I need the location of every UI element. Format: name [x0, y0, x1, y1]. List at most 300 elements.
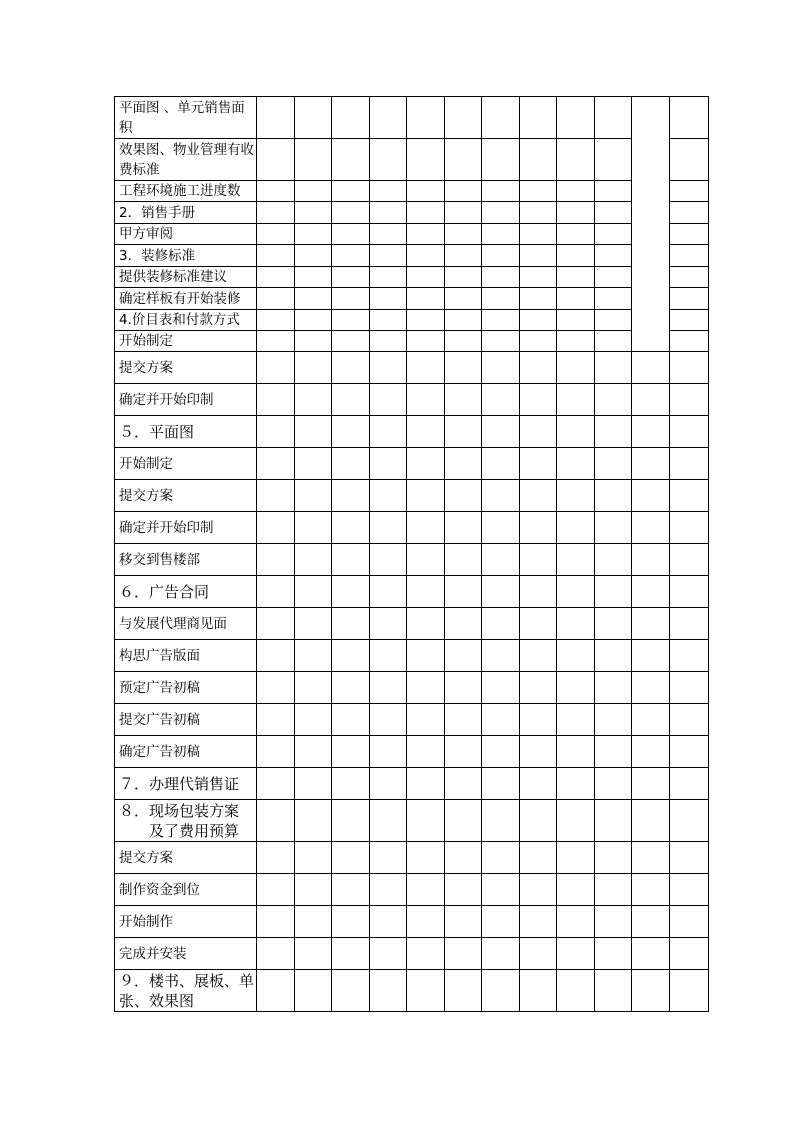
task-label: 提交方案 — [115, 352, 257, 384]
schedule-cell — [670, 224, 709, 245]
schedule-cell — [595, 181, 632, 202]
schedule-cell — [445, 672, 482, 704]
schedule-cell — [595, 288, 632, 310]
schedule-cell — [670, 181, 709, 202]
schedule-cell — [257, 768, 295, 800]
schedule-cell — [557, 970, 595, 1012]
schedule-cell — [445, 352, 482, 384]
schedule-cell — [595, 267, 632, 288]
schedule-cell — [595, 544, 632, 576]
schedule-cell — [295, 704, 332, 736]
schedule-cell — [370, 704, 407, 736]
task-label: 确定并开始印制 — [115, 512, 257, 544]
schedule-cell — [595, 576, 632, 608]
schedule-cell — [557, 139, 595, 181]
schedule-cell — [632, 416, 670, 448]
schedule-cell — [407, 970, 445, 1012]
schedule-cell — [257, 576, 295, 608]
schedule-cell — [332, 672, 370, 704]
schedule-cell — [482, 842, 520, 874]
schedule-cell — [632, 576, 670, 608]
schedule-cell — [670, 800, 709, 842]
schedule-cell — [445, 768, 482, 800]
schedule-cell — [295, 906, 332, 938]
task-label: 4.价目表和付款方式 — [115, 310, 257, 331]
table-row — [115, 310, 709, 331]
schedule-cell — [295, 608, 332, 640]
schedule-cell — [482, 608, 520, 640]
schedule-cell — [332, 267, 370, 288]
schedule-cell — [595, 245, 632, 267]
schedule-cell — [257, 640, 295, 672]
schedule-cell — [445, 310, 482, 331]
schedule-cell — [482, 97, 520, 139]
schedule-cell — [332, 448, 370, 480]
schedule-cell — [407, 672, 445, 704]
table-row — [115, 181, 709, 202]
schedule-cell — [370, 331, 407, 352]
schedule-cell — [632, 512, 670, 544]
task-label: 开始制作 — [115, 906, 257, 938]
schedule-cell — [632, 608, 670, 640]
schedule-cell — [295, 544, 332, 576]
schedule-cell — [595, 310, 632, 331]
schedule-cell — [257, 139, 295, 181]
schedule-cell — [557, 672, 595, 704]
schedule-cell — [595, 800, 632, 842]
schedule-cell — [670, 448, 709, 480]
schedule-cell — [482, 768, 520, 800]
schedule-cell — [370, 97, 407, 139]
schedule-cell — [595, 202, 632, 224]
schedule-cell — [595, 874, 632, 906]
schedule-cell — [332, 704, 370, 736]
schedule-cell — [557, 800, 595, 842]
schedule-cell — [520, 448, 557, 480]
schedule-cell — [557, 384, 595, 416]
schedule-table — [114, 96, 709, 1012]
schedule-cell — [595, 970, 632, 1012]
schedule-cell — [670, 384, 709, 416]
schedule-cell — [520, 576, 557, 608]
schedule-cell — [407, 245, 445, 267]
task-label: 3．装修标准 — [115, 245, 257, 267]
schedule-cell — [482, 416, 520, 448]
schedule-cell — [482, 384, 520, 416]
schedule-cell — [595, 736, 632, 768]
schedule-cell — [445, 970, 482, 1012]
schedule-cell — [632, 736, 670, 768]
schedule-cell — [295, 970, 332, 1012]
schedule-cell — [407, 139, 445, 181]
schedule-cell — [595, 331, 632, 352]
schedule-cell — [445, 938, 482, 970]
schedule-cell — [445, 842, 482, 874]
schedule-cell — [370, 576, 407, 608]
schedule-cell — [595, 672, 632, 704]
schedule-cell — [520, 384, 557, 416]
schedule-cell — [520, 544, 557, 576]
schedule-cell — [482, 970, 520, 1012]
schedule-cell — [295, 331, 332, 352]
schedule-cell — [520, 800, 557, 842]
schedule-cell — [445, 384, 482, 416]
schedule-cell — [595, 416, 632, 448]
schedule-cell — [670, 970, 709, 1012]
schedule-cell — [370, 310, 407, 331]
schedule-cell — [370, 842, 407, 874]
schedule-cell — [370, 267, 407, 288]
schedule-cell — [257, 181, 295, 202]
schedule-cell — [257, 736, 295, 768]
schedule-cell — [295, 448, 332, 480]
schedule-cell — [332, 416, 370, 448]
schedule-cell — [445, 640, 482, 672]
schedule-cell — [332, 800, 370, 842]
schedule-cell — [670, 640, 709, 672]
schedule-cell — [407, 736, 445, 768]
schedule-cell — [670, 704, 709, 736]
schedule-cell — [257, 842, 295, 874]
schedule-cell — [482, 874, 520, 906]
schedule-cell — [482, 544, 520, 576]
schedule-cell — [332, 352, 370, 384]
schedule-cell — [632, 906, 670, 938]
schedule-cell — [445, 480, 482, 512]
schedule-cell — [407, 938, 445, 970]
task-label: 提供装修标准建议 — [115, 267, 257, 288]
schedule-cell — [257, 608, 295, 640]
schedule-cell — [482, 640, 520, 672]
schedule-cell — [257, 448, 295, 480]
schedule-cell — [332, 480, 370, 512]
table-row — [115, 512, 709, 544]
schedule-cell — [370, 512, 407, 544]
schedule-cell — [332, 224, 370, 245]
schedule-cell — [445, 267, 482, 288]
schedule-cell — [407, 181, 445, 202]
schedule-cell — [295, 576, 332, 608]
schedule-cell — [295, 224, 332, 245]
schedule-cell — [557, 544, 595, 576]
task-label: 预定广告初稿 — [115, 672, 257, 704]
schedule-cell — [482, 352, 520, 384]
schedule-cell — [332, 576, 370, 608]
schedule-cell — [370, 480, 407, 512]
schedule-cell — [670, 202, 709, 224]
schedule-cell — [520, 672, 557, 704]
schedule-cell — [670, 874, 709, 906]
schedule-cell — [257, 245, 295, 267]
schedule-cell — [445, 181, 482, 202]
schedule-cell — [445, 224, 482, 245]
schedule-cell — [520, 874, 557, 906]
schedule-cell — [557, 352, 595, 384]
schedule-cell — [557, 97, 595, 139]
schedule-cell — [557, 608, 595, 640]
schedule-cell — [520, 906, 557, 938]
schedule-cell — [332, 842, 370, 874]
schedule-cell — [482, 576, 520, 608]
schedule-cell — [257, 288, 295, 310]
schedule-cell — [482, 906, 520, 938]
schedule-cell — [257, 480, 295, 512]
schedule-cell — [257, 331, 295, 352]
schedule-cell — [632, 384, 670, 416]
task-label: 2．销售手册 — [115, 202, 257, 224]
schedule-cell — [332, 139, 370, 181]
table-row — [115, 800, 709, 842]
schedule-cell — [370, 768, 407, 800]
table-row — [115, 288, 709, 310]
schedule-cell — [595, 608, 632, 640]
task-label: 与发展代理商见面 — [115, 608, 257, 640]
schedule-cell — [332, 202, 370, 224]
task-label: 完成并安装 — [115, 938, 257, 970]
table-row — [115, 842, 709, 874]
schedule-body — [115, 97, 709, 1012]
schedule-cell — [557, 245, 595, 267]
schedule-cell — [370, 874, 407, 906]
task-label: 提交方案 — [115, 842, 257, 874]
schedule-cell — [407, 352, 445, 384]
schedule-cell — [482, 448, 520, 480]
schedule-cell — [295, 800, 332, 842]
schedule-cell — [520, 842, 557, 874]
task-label: 提交方案 — [115, 480, 257, 512]
schedule-cell — [595, 448, 632, 480]
schedule-cell — [670, 139, 709, 181]
schedule-cell — [295, 768, 332, 800]
schedule-cell — [407, 267, 445, 288]
schedule-cell — [557, 842, 595, 874]
table-row — [115, 938, 709, 970]
schedule-cell — [670, 267, 709, 288]
schedule-cell — [370, 736, 407, 768]
table-row — [115, 640, 709, 672]
schedule-cell — [257, 202, 295, 224]
schedule-cell — [370, 288, 407, 310]
schedule-cell — [257, 970, 295, 1012]
schedule-cell — [332, 331, 370, 352]
schedule-cell — [520, 608, 557, 640]
table-row — [115, 224, 709, 245]
schedule-cell — [482, 480, 520, 512]
table-row — [115, 672, 709, 704]
schedule-cell — [257, 906, 295, 938]
schedule-cell — [557, 768, 595, 800]
schedule-cell — [670, 938, 709, 970]
table-row — [115, 874, 709, 906]
schedule-cell — [370, 800, 407, 842]
schedule-cell — [520, 245, 557, 267]
schedule-cell — [370, 672, 407, 704]
schedule-cell — [332, 544, 370, 576]
schedule-cell — [595, 384, 632, 416]
schedule-cell — [632, 640, 670, 672]
task-label: 平面图 、单元销售面积 — [115, 97, 257, 139]
schedule-cell — [332, 384, 370, 416]
schedule-cell — [632, 970, 670, 1012]
schedule-cell — [407, 842, 445, 874]
schedule-cell — [332, 310, 370, 331]
schedule-cell — [670, 842, 709, 874]
schedule-cell — [370, 181, 407, 202]
schedule-cell — [332, 181, 370, 202]
schedule-cell — [595, 704, 632, 736]
schedule-cell — [407, 384, 445, 416]
schedule-cell — [445, 245, 482, 267]
schedule-cell — [670, 544, 709, 576]
schedule-cell — [445, 139, 482, 181]
schedule-cell — [370, 544, 407, 576]
schedule-cell — [595, 97, 632, 139]
schedule-cell — [670, 331, 709, 352]
table-row — [115, 768, 709, 800]
schedule-cell — [670, 416, 709, 448]
schedule-cell — [520, 970, 557, 1012]
schedule-cell — [332, 874, 370, 906]
schedule-cell — [595, 906, 632, 938]
schedule-cell — [332, 640, 370, 672]
schedule-cell — [332, 736, 370, 768]
task-label: 确定并开始印制 — [115, 384, 257, 416]
schedule-cell — [445, 448, 482, 480]
schedule-cell — [520, 736, 557, 768]
schedule-cell — [295, 416, 332, 448]
schedule-cell — [445, 874, 482, 906]
schedule-cell — [295, 512, 332, 544]
schedule-cell — [407, 448, 445, 480]
schedule-cell — [295, 842, 332, 874]
schedule-cell — [595, 224, 632, 245]
task-label: 开始制定 — [115, 331, 257, 352]
task-label: ７．办理代销售证 — [115, 768, 257, 800]
schedule-cell — [407, 512, 445, 544]
schedule-cell — [445, 416, 482, 448]
schedule-cell — [595, 842, 632, 874]
schedule-cell — [295, 245, 332, 267]
schedule-cell — [295, 938, 332, 970]
schedule-cell — [482, 938, 520, 970]
schedule-cell — [295, 480, 332, 512]
task-label: 制作资金到位 — [115, 874, 257, 906]
schedule-cell — [670, 736, 709, 768]
schedule-cell — [407, 906, 445, 938]
schedule-cell — [370, 352, 407, 384]
schedule-cell — [295, 139, 332, 181]
table-row — [115, 245, 709, 267]
schedule-cell — [295, 288, 332, 310]
schedule-cell — [557, 202, 595, 224]
schedule-cell — [370, 608, 407, 640]
schedule-cell — [407, 576, 445, 608]
schedule-cell — [445, 512, 482, 544]
schedule-cell — [632, 352, 670, 384]
schedule-cell — [295, 181, 332, 202]
schedule-cell — [370, 938, 407, 970]
schedule-cell — [407, 768, 445, 800]
schedule-cell — [557, 640, 595, 672]
schedule-cell — [407, 202, 445, 224]
schedule-cell — [632, 480, 670, 512]
schedule-cell — [595, 938, 632, 970]
schedule-cell — [257, 267, 295, 288]
schedule-cell — [295, 384, 332, 416]
schedule-cell — [332, 288, 370, 310]
schedule-cell — [595, 480, 632, 512]
task-label: 提交广告初稿 — [115, 704, 257, 736]
schedule-cell — [370, 202, 407, 224]
task-label: ９．楼书、展板、单张、效果图 — [115, 970, 257, 1012]
schedule-cell — [370, 970, 407, 1012]
schedule-cell — [295, 97, 332, 139]
schedule-cell — [407, 640, 445, 672]
schedule-cell — [482, 288, 520, 310]
schedule-cell — [520, 202, 557, 224]
schedule-cell — [632, 672, 670, 704]
schedule-cell — [520, 97, 557, 139]
schedule-cell — [407, 704, 445, 736]
schedule-cell — [557, 416, 595, 448]
task-label: ５．平面图 — [115, 416, 257, 448]
schedule-cell — [257, 224, 295, 245]
schedule-cell — [370, 139, 407, 181]
task-label: 效果图、物业管理有收费标准 — [115, 139, 257, 181]
schedule-cell — [407, 874, 445, 906]
schedule-cell — [595, 640, 632, 672]
schedule-cell — [370, 640, 407, 672]
schedule-cell — [370, 416, 407, 448]
schedule-cell — [257, 938, 295, 970]
table-row — [115, 352, 709, 384]
schedule-cell — [670, 97, 709, 139]
schedule-cell — [445, 576, 482, 608]
schedule-cell — [482, 224, 520, 245]
schedule-cell — [407, 310, 445, 331]
schedule-cell — [407, 331, 445, 352]
schedule-cell — [407, 288, 445, 310]
table-row — [115, 331, 709, 352]
schedule-cell — [520, 704, 557, 736]
schedule-cell — [445, 906, 482, 938]
schedule-cell — [407, 544, 445, 576]
schedule-cell — [632, 704, 670, 736]
schedule-cell — [407, 480, 445, 512]
schedule-cell — [557, 331, 595, 352]
schedule-cell — [557, 224, 595, 245]
schedule-cell — [670, 576, 709, 608]
schedule-cell — [595, 768, 632, 800]
schedule-cell — [370, 906, 407, 938]
schedule-cell — [632, 842, 670, 874]
table-row — [115, 97, 709, 139]
table-row — [115, 704, 709, 736]
schedule-cell — [482, 181, 520, 202]
schedule-cell — [482, 245, 520, 267]
schedule-cell — [257, 97, 295, 139]
schedule-cell — [445, 736, 482, 768]
schedule-cell — [445, 331, 482, 352]
schedule-cell — [632, 938, 670, 970]
schedule-cell — [557, 736, 595, 768]
table-row — [115, 448, 709, 480]
table-row — [115, 544, 709, 576]
schedule-cell — [482, 736, 520, 768]
schedule-cell — [670, 288, 709, 310]
schedule-cell — [557, 448, 595, 480]
schedule-cell — [520, 938, 557, 970]
